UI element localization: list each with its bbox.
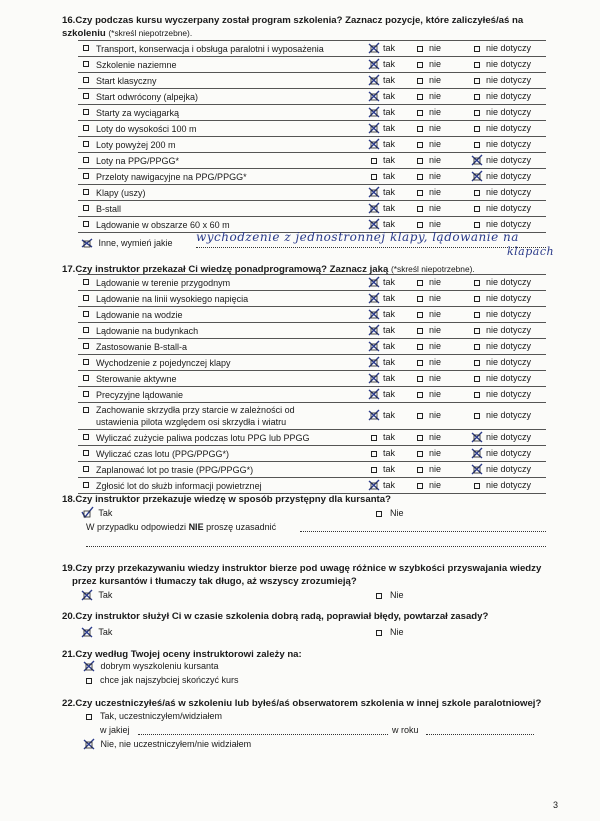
checkmark-icon — [371, 94, 377, 100]
q18-title: 18.Czy instruktor przekazuje wiedzę w sposób przystępny dla kursanta? — [62, 494, 391, 505]
row-label: Lądowanie na budynkach — [96, 326, 199, 336]
checkbox[interactable] — [417, 483, 423, 489]
option-tak[interactable]: tak — [371, 217, 395, 232]
option-nie-dotyczy[interactable]: nie dotyczy — [474, 169, 531, 184]
q20-yes: Tak — [84, 627, 112, 637]
option-nie[interactable]: nie — [417, 121, 441, 136]
checkmark-icon — [84, 511, 90, 517]
checkbox[interactable] — [417, 376, 423, 382]
checkbox[interactable] — [417, 344, 423, 350]
option-tak[interactable]: tak — [371, 275, 395, 290]
checkbox[interactable] — [474, 110, 480, 116]
table-row — [78, 462, 546, 478]
option-nie[interactable]: nie — [417, 185, 441, 200]
table-row — [78, 430, 546, 446]
checkmark-icon — [371, 413, 377, 419]
row-checkbox[interactable] — [83, 466, 89, 472]
row-checkbox[interactable] — [83, 221, 89, 227]
checkbox[interactable] — [474, 206, 480, 212]
checkbox[interactable] — [376, 593, 382, 599]
checkbox[interactable] — [417, 222, 423, 228]
q18-explain: W przypadku odpowiedzi NIE proszę uzasadnić — [86, 522, 277, 532]
checkbox[interactable] — [474, 328, 480, 334]
checkbox[interactable] — [474, 222, 480, 228]
q17-title: 17.Czy instruktor przekazał Ci wiedzę ponadprogramową? Zaznacz jaką (*skreśl niepotrzebne). — [62, 264, 475, 275]
row-label: Lądowanie w obszarze 60 x 60 m — [96, 220, 230, 230]
checkmark-icon — [371, 46, 377, 52]
option-nie[interactable]: nie — [417, 355, 441, 370]
checkmark-icon — [371, 392, 377, 398]
checkbox[interactable] — [474, 126, 480, 132]
option-nie-dotyczy[interactable]: nie dotyczy — [474, 73, 531, 88]
row-label: Przeloty nawigacyjne na PPG/PPGG* — [96, 172, 247, 182]
checkmark-icon — [86, 664, 92, 670]
checkmark-icon — [371, 360, 377, 366]
option-tak[interactable]: tak — [371, 446, 395, 461]
option-nie-dotyczy[interactable]: nie dotyczy — [474, 217, 531, 232]
checkbox[interactable] — [417, 94, 423, 100]
option-nie-dotyczy[interactable]: nie dotyczy — [474, 355, 531, 370]
checkbox[interactable] — [474, 344, 480, 350]
checkmark-icon — [474, 158, 480, 164]
checkbox[interactable] — [417, 360, 423, 366]
q16-title: 16.Czy podczas kursu wyczerpany został program szkolenia? Zaznacz pozycje, które zaliczyłeś/aś na szkoleniu (*skreśl niepotrzebne). — [62, 15, 524, 39]
q18-explain-line — [300, 531, 546, 532]
option-nie-dotyczy[interactable]: nie dotyczy — [474, 89, 531, 104]
checkbox[interactable] — [474, 296, 480, 302]
q19-no: Nie — [376, 590, 404, 600]
row-label: Wyliczać zużycie paliwa podczas lotu PPG lub PPGG — [96, 433, 310, 443]
checkmark-icon — [371, 142, 377, 148]
option-nie[interactable]: nie — [417, 169, 441, 184]
row-checkbox[interactable] — [83, 173, 89, 179]
row-checkbox[interactable] — [83, 450, 89, 456]
row-label: Zachowanie skrzydła przy starcie w zależności od ustawienia pilota względem osi skrzydła i wiatru — [96, 405, 295, 427]
table-row — [78, 291, 546, 307]
q21-opt2: chce jak najszybciej skończyć kurs — [86, 675, 239, 685]
table-row — [78, 323, 546, 339]
option-tak[interactable]: tak — [371, 41, 395, 56]
checkbox[interactable] — [474, 280, 480, 286]
checkbox[interactable] — [474, 78, 480, 84]
row-checkbox[interactable] — [83, 125, 89, 131]
checkbox[interactable] — [474, 483, 480, 489]
q22-year-line — [426, 734, 534, 735]
checkmark-icon — [371, 483, 377, 489]
option-nie[interactable]: nie — [417, 446, 441, 461]
checkmark-icon — [84, 241, 90, 247]
row-checkbox[interactable] — [83, 434, 89, 440]
checkbox[interactable] — [474, 376, 480, 382]
table-row — [78, 169, 546, 185]
option-tak[interactable]: tak — [371, 355, 395, 370]
checkmark-icon — [371, 312, 377, 318]
table-row — [78, 73, 546, 89]
checkbox[interactable] — [371, 435, 377, 441]
checkbox[interactable] — [371, 158, 377, 164]
option-nie[interactable]: nie — [417, 201, 441, 216]
checkbox[interactable] — [417, 435, 423, 441]
row-label: Lądowanie w terenie przygodnym — [96, 278, 231, 288]
row-checkbox[interactable] — [83, 279, 89, 285]
row-label: Lądowanie na wodzie — [96, 310, 183, 320]
option-tak[interactable]: tak — [371, 201, 395, 216]
checkmark-icon — [474, 174, 480, 180]
checkbox[interactable] — [371, 174, 377, 180]
row-label: Start klasyczny — [96, 76, 157, 86]
option-nie[interactable]: nie — [417, 462, 441, 477]
row-label: Zgłosić lot do służb informacji powietrznej — [96, 481, 262, 491]
option-tak[interactable]: tak — [371, 408, 395, 423]
checkmark-icon — [84, 593, 90, 599]
checkbox[interactable] — [417, 174, 423, 180]
checkbox[interactable] — [417, 451, 423, 457]
option-nie-dotyczy[interactable]: nie dotyczy — [474, 153, 531, 168]
checkbox[interactable] — [86, 678, 92, 684]
option-nie[interactable]: nie — [417, 323, 441, 338]
q22-opt1: Tak, uczestniczyłem/widziałem — [86, 711, 222, 721]
option-nie-dotyczy[interactable]: nie dotyczy — [474, 41, 531, 56]
q18-explain-line-2 — [86, 546, 546, 547]
row-checkbox[interactable] — [83, 327, 89, 333]
row-label: Sterowanie aktywne — [96, 374, 177, 384]
option-nie-dotyczy[interactable]: nie dotyczy — [474, 185, 531, 200]
option-nie-dotyczy[interactable]: nie dotyczy — [474, 387, 531, 402]
q22-which: w jakiej — [100, 725, 130, 735]
checkbox[interactable] — [417, 206, 423, 212]
table-row — [78, 307, 546, 323]
option-tak[interactable]: tak — [371, 105, 395, 120]
option-tak[interactable]: tak — [371, 57, 395, 72]
option-tak[interactable]: tak — [371, 137, 395, 152]
checkmark-icon — [474, 435, 480, 441]
table-row — [78, 185, 546, 201]
q17-table — [78, 274, 546, 494]
table-row — [78, 403, 546, 430]
checkbox[interactable] — [417, 62, 423, 68]
option-nie[interactable]: nie — [417, 137, 441, 152]
option-nie-dotyczy[interactable]: nie dotyczy — [474, 121, 531, 136]
table-row — [78, 105, 546, 121]
q16-table — [78, 40, 546, 233]
checkmark-icon — [371, 280, 377, 286]
checkbox[interactable] — [417, 78, 423, 84]
checkbox[interactable] — [474, 413, 480, 419]
row-checkbox[interactable] — [83, 93, 89, 99]
checkbox[interactable] — [417, 328, 423, 334]
checkbox[interactable] — [417, 46, 423, 52]
row-label: Transport, konserwacja i obsługa paralotni i wyposażenia — [96, 44, 324, 54]
checkmark-icon — [371, 376, 377, 382]
q18-no: Nie — [376, 508, 404, 518]
option-tak[interactable]: tak — [371, 185, 395, 200]
option-nie[interactable]: nie — [417, 387, 441, 402]
row-checkbox[interactable] — [83, 482, 89, 488]
option-tak[interactable]: tak — [371, 153, 395, 168]
table-row — [78, 339, 546, 355]
option-tak[interactable]: tak — [371, 387, 395, 402]
option-tak[interactable]: tak — [371, 89, 395, 104]
q22-year: w roku — [392, 725, 419, 735]
row-label: Wyliczać czas lotu (PPG/PPGG*) — [96, 449, 229, 459]
table-row — [78, 57, 546, 73]
checkmark-icon — [371, 78, 377, 84]
option-nie[interactable]: nie — [417, 217, 441, 232]
row-label: B-stall — [96, 204, 122, 214]
row-checkbox[interactable] — [83, 205, 89, 211]
table-row — [78, 89, 546, 105]
checkmark-icon — [371, 190, 377, 196]
option-tak[interactable]: tak — [371, 430, 395, 445]
option-nie-dotyczy[interactable]: nie dotyczy — [474, 323, 531, 338]
option-tak[interactable]: tak — [371, 169, 395, 184]
q22-opt2: Nie, nie uczestniczyłem/nie widziałem — [86, 739, 251, 749]
table-row — [78, 478, 546, 494]
row-label: Loty do wysokości 100 m — [96, 124, 197, 134]
table-row — [78, 275, 546, 291]
checkbox[interactable] — [86, 714, 92, 720]
checkmark-icon — [371, 110, 377, 116]
option-nie-dotyczy[interactable]: nie dotyczy — [474, 275, 531, 290]
option-nie[interactable]: nie — [417, 307, 441, 322]
option-nie[interactable]: nie — [417, 275, 441, 290]
checkmark-icon — [371, 222, 377, 228]
q16-other-handwriting-2: klapach — [507, 245, 555, 258]
checkbox[interactable] — [417, 312, 423, 318]
checkmark-icon — [371, 344, 377, 350]
option-tak[interactable]: tak — [371, 478, 395, 493]
option-nie[interactable]: nie — [417, 41, 441, 56]
checkbox[interactable] — [417, 413, 423, 419]
option-nie[interactable]: nie — [417, 105, 441, 120]
row-checkbox[interactable] — [83, 407, 89, 413]
checkbox[interactable] — [474, 94, 480, 100]
row-checkbox[interactable] — [83, 157, 89, 163]
row-label: Loty powyżej 200 m — [96, 140, 176, 150]
option-nie-dotyczy[interactable]: nie dotyczy — [474, 291, 531, 306]
checkbox[interactable] — [376, 511, 382, 517]
row-label: Starty za wyciągarką — [96, 108, 180, 118]
option-nie-dotyczy[interactable]: nie dotyczy — [474, 57, 531, 72]
q16-other: Inne, wymień jakie — [84, 238, 173, 248]
checkbox[interactable] — [474, 392, 480, 398]
option-tak[interactable]: tak — [371, 307, 395, 322]
row-label: Szkolenie naziemne — [96, 60, 177, 70]
option-tak[interactable]: tak — [371, 371, 395, 386]
checkmark-icon — [371, 126, 377, 132]
q16-other-handwriting: wychodzenie z jednostronnej klapy, lądowanie na — [196, 230, 519, 244]
checkbox[interactable] — [417, 296, 423, 302]
option-nie-dotyczy[interactable]: nie dotyczy — [474, 408, 531, 423]
checkmark-icon — [371, 296, 377, 302]
row-checkbox[interactable] — [83, 45, 89, 51]
option-nie-dotyczy[interactable]: nie dotyczy — [474, 339, 531, 354]
option-nie-dotyczy[interactable]: nie dotyczy — [474, 371, 531, 386]
checkbox[interactable] — [417, 158, 423, 164]
option-nie[interactable]: nie — [417, 371, 441, 386]
option-nie[interactable]: nie — [417, 430, 441, 445]
checkbox[interactable] — [417, 190, 423, 196]
option-nie-dotyczy[interactable]: nie dotyczy — [474, 446, 531, 461]
checkbox[interactable] — [474, 190, 480, 196]
checkbox[interactable] — [417, 280, 423, 286]
checkbox[interactable] — [474, 312, 480, 318]
checkbox[interactable] — [417, 467, 423, 473]
option-nie-dotyczy[interactable]: nie dotyczy — [474, 201, 531, 216]
row-label: Zastosowanie B-stall-a — [96, 342, 188, 352]
option-tak[interactable]: tak — [371, 73, 395, 88]
q20-no: Nie — [376, 627, 404, 637]
checkmark-icon — [371, 328, 377, 334]
q21-opt1: dobrym wyszkoleniu kursanta — [86, 661, 219, 671]
option-nie-dotyczy[interactable]: nie dotyczy — [474, 105, 531, 120]
option-nie-dotyczy[interactable]: nie dotyczy — [474, 478, 531, 493]
row-label: Wychodzenie z pojedynczej klapy — [96, 358, 231, 368]
option-nie[interactable]: nie — [417, 89, 441, 104]
option-nie-dotyczy[interactable]: nie dotyczy — [474, 307, 531, 322]
option-nie[interactable]: nie — [417, 408, 441, 423]
row-label: Loty na PPG/PPGG* — [96, 156, 180, 166]
option-nie[interactable]: nie — [417, 73, 441, 88]
checkmark-icon — [86, 742, 92, 748]
checkbox[interactable] — [474, 62, 480, 68]
row-checkbox[interactable] — [83, 77, 89, 83]
checkbox[interactable] — [417, 126, 423, 132]
q22-which-line — [138, 734, 388, 735]
checkbox[interactable] — [474, 46, 480, 52]
option-tak[interactable]: tak — [371, 323, 395, 338]
row-checkbox[interactable] — [83, 141, 89, 147]
row-label: Lądowanie na linii wysokiego napięcia — [96, 294, 249, 304]
checkmark-icon — [474, 467, 480, 473]
checkbox[interactable] — [371, 451, 377, 457]
option-nie[interactable]: nie — [417, 339, 441, 354]
q19-yes: Tak — [84, 590, 112, 600]
q22-title: 22.Czy uczestniczyłeś/aś w szkoleniu lub byłeś/aś obserwatorem szkolenia w innej szkole paralotniowej? — [62, 698, 542, 709]
row-label: Precyzyjne lądowanie — [96, 390, 184, 400]
option-nie[interactable]: nie — [417, 57, 441, 72]
checkbox[interactable] — [376, 630, 382, 636]
row-checkbox[interactable] — [83, 375, 89, 381]
option-nie[interactable]: nie — [417, 478, 441, 493]
table-row — [78, 41, 546, 57]
option-nie[interactable]: nie — [417, 291, 441, 306]
table-row — [78, 355, 546, 371]
option-nie-dotyczy[interactable]: nie dotyczy — [474, 137, 531, 152]
row-checkbox[interactable] — [83, 189, 89, 195]
q19-title: 19.Czy przy przekazywaniu wiedzy instruktor bierze pod uwagę różnice w szybkości przyswajania wiedzy przez kursantów i tłumaczy tak długo, aż wszyscy zrozumieją? — [62, 563, 542, 587]
row-checkbox[interactable] — [83, 359, 89, 365]
checkbox[interactable] — [371, 467, 377, 473]
table-row — [78, 121, 546, 137]
checkbox[interactable] — [417, 392, 423, 398]
row-checkbox[interactable] — [83, 311, 89, 317]
q16-other-line — [196, 247, 546, 248]
row-label: Klapy (uszy) — [96, 188, 146, 198]
row-checkbox[interactable] — [83, 295, 89, 301]
q21-title: 21.Czy według Twojej oceny instruktorowi zależy na: — [62, 649, 302, 660]
option-tak[interactable]: tak — [371, 339, 395, 354]
checkmark-icon — [371, 62, 377, 68]
table-row — [78, 201, 546, 217]
table-row — [78, 153, 546, 169]
option-nie-dotyczy[interactable]: nie dotyczy — [474, 462, 531, 477]
table-row — [78, 137, 546, 153]
checkbox[interactable] — [417, 110, 423, 116]
row-label: Start odwrócony (alpejka) — [96, 92, 199, 102]
row-checkbox[interactable] — [83, 343, 89, 349]
table-row — [78, 446, 546, 462]
row-checkbox[interactable] — [83, 109, 89, 115]
checkbox[interactable] — [474, 142, 480, 148]
row-checkbox[interactable] — [83, 61, 89, 67]
option-tak[interactable]: tak — [371, 291, 395, 306]
checkmark-icon — [84, 630, 90, 636]
page-number: 3 — [553, 800, 559, 810]
option-nie[interactable]: nie — [417, 153, 441, 168]
q20-title: 20.Czy instruktor służył Ci w czasie szkolenia dobrą radą, poprawiał błędy, powtarzał zasady? — [62, 611, 489, 622]
checkmark-icon — [371, 206, 377, 212]
row-label: Zaplanować lot po trasie (PPG/PPGG*) — [96, 465, 254, 475]
table-row — [78, 371, 546, 387]
option-tak[interactable]: tak — [371, 462, 395, 477]
checkmark-icon — [474, 451, 480, 457]
option-tak[interactable]: tak — [371, 121, 395, 136]
checkbox[interactable] — [474, 360, 480, 366]
checkbox[interactable] — [417, 142, 423, 148]
row-checkbox[interactable] — [83, 391, 89, 397]
table-row — [78, 387, 546, 403]
option-nie-dotyczy[interactable]: nie dotyczy — [474, 430, 531, 445]
q18-yes: Tak — [84, 508, 112, 518]
